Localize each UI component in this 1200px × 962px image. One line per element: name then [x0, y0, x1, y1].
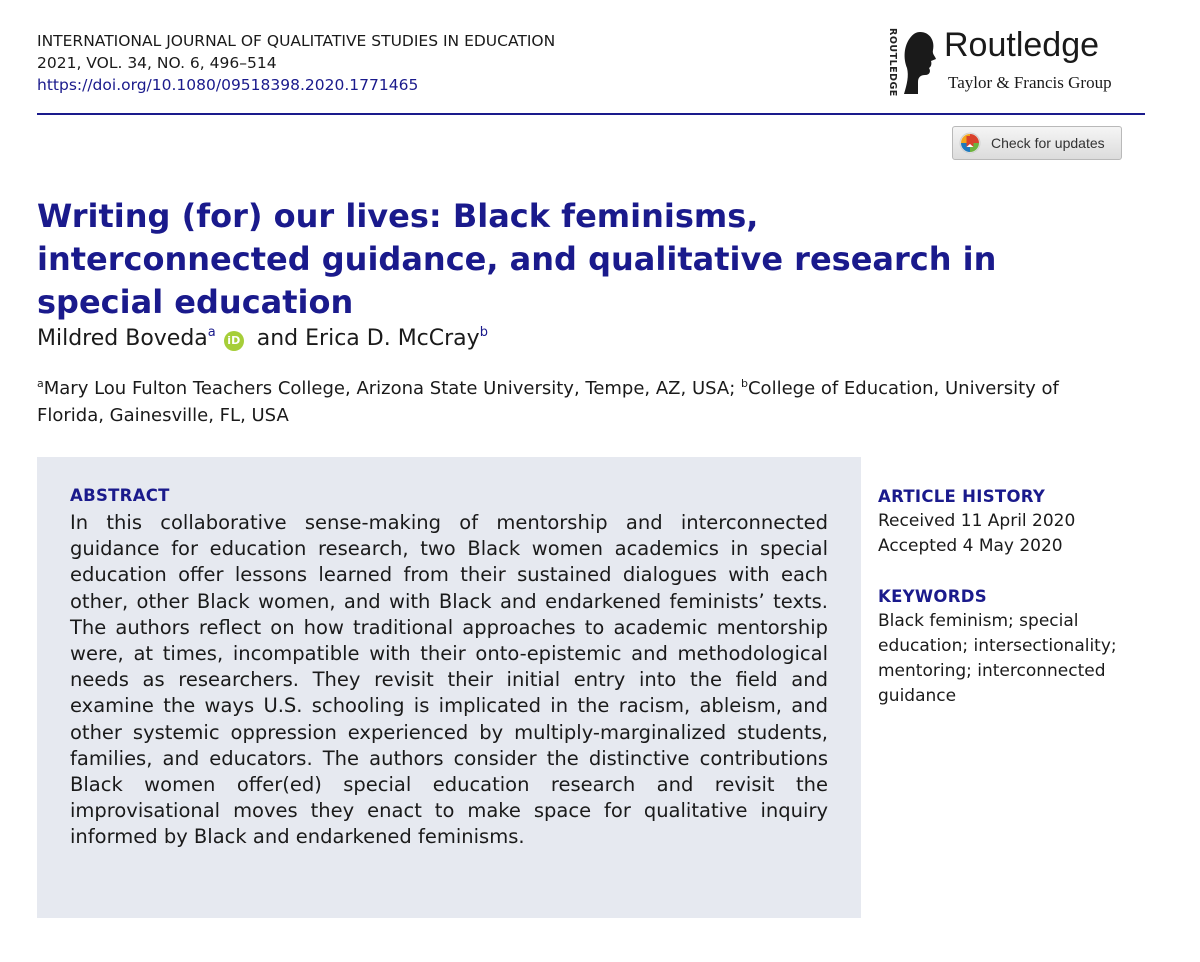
accepted-date: Accepted 4 May 2020: [878, 536, 1063, 556]
publisher-name: Routledge: [944, 26, 1100, 64]
journal-header: [37, 30, 555, 96]
publisher-group: Taylor & Francis Group: [948, 73, 1112, 92]
volume-info: 2021, VOL. 34, NO. 6, 496–514: [37, 54, 277, 72]
affiliation-marker: b: [479, 325, 488, 340]
check-for-updates-label: Check for updates: [991, 135, 1105, 151]
received-date: Received 11 April 2020: [878, 511, 1076, 531]
journal-name: INTERNATIONAL JOURNAL OF QUALITATIVE STUDIES IN EDUCATION: [37, 32, 556, 50]
affiliation-text: College of Education, University of Florida, Gainesville, FL, USA: [37, 378, 1059, 426]
author-line: [37, 318, 488, 354]
abstract-text: In this collaborative sense-making of mentorship and interconnected guidance for education research, two Black women academics in special education offer lessons learned from their sustained dialogues with each other, other Black women, and with Black and endarkened feminists’ texts. The authors reflect on how traditional approaches to academic mentorship were, at times, incompatible with their onto-epistemic and methodological needs as researchers. They revisit their initial entry into the field and examine the ways U.S. schooling is implicated in the racism, ableism, and other systemic oppression experienced by multiply-marginalized students, families, and educators. The authors consider the distinctive contributions Black women offer(ed) special education research and revisit the improvisational moves they enact to make space for qualitative inquiry informed by Black and endarkened feminisms.: [70, 511, 828, 849]
crossmark-icon: [959, 132, 981, 154]
article-title: Writing (for) our lives: Black feminisms, interconnected guidance, and qualitative research in special education: [37, 197, 997, 321]
author-name[interactable]: Erica D. McCray: [305, 326, 480, 351]
publisher-logo[interactable]: [884, 26, 1134, 102]
publisher-vertical-text: ROUTLEDGE: [887, 28, 898, 97]
keywords-heading: KEYWORDS: [878, 587, 987, 606]
affiliation-marker: b: [741, 377, 748, 390]
author-name[interactable]: Mildred Boveda: [37, 326, 208, 351]
article-sidebar: [878, 485, 1128, 709]
header-divider: [37, 113, 1145, 115]
orcid-icon[interactable]: iD: [224, 331, 244, 351]
abstract-panel: [37, 457, 861, 918]
author-conjunction: and: [256, 326, 299, 351]
affiliation-marker: a: [207, 325, 216, 340]
check-for-updates-button[interactable]: [952, 126, 1122, 160]
doi-link[interactable]: https://doi.org/10.1080/09518398.2020.1771465: [37, 76, 419, 94]
affiliation-marker: a: [37, 377, 44, 390]
affiliations: [37, 370, 1097, 429]
affiliation-text: Mary Lou Fulton Teachers College, Arizona State University, Tempe, AZ, USA;: [43, 378, 741, 399]
article-history-heading: ARTICLE HISTORY: [878, 487, 1046, 506]
keywords-list: Black feminism; special education; intersectionality; mentoring; interconnected guidance: [878, 611, 1117, 706]
profile-head-icon: [900, 28, 938, 98]
abstract-heading: ABSTRACT: [70, 486, 170, 505]
